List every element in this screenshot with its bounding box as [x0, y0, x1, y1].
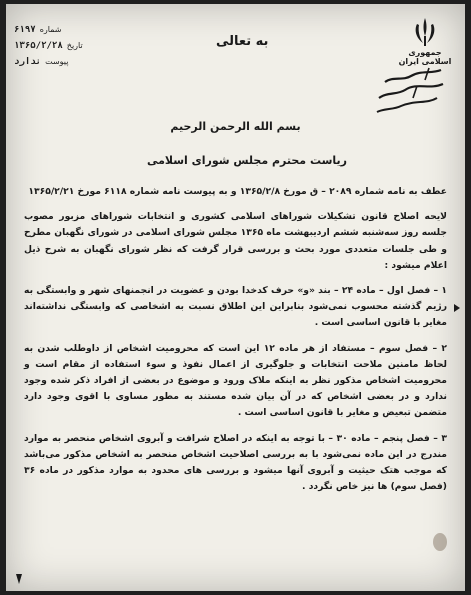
top-seal-text: به تعالی — [216, 34, 269, 49]
guardian-council-signature-logo — [371, 64, 451, 116]
meta-number-label: شماره — [39, 25, 62, 34]
meta-attachment-row — [14, 54, 134, 70]
letter-meta — [14, 22, 134, 70]
paper-stain — [433, 533, 447, 551]
recipient-line: ریاست محترم مجلس شورای اسلامی — [146, 154, 347, 167]
meta-number-value: ۶۱۹۷ — [14, 25, 36, 35]
paragraph-item-3: ۳ – فصل پنجم – ماده ۳۰ – با توجه به اینکه در اصلاح شرافت و آبروی اشخاص منحصر به موارد مندرج در این ماده نمی‌شود با به بررسی اصلاحیت اشخاص منحصر به اشخاص مذکور می‌باشد که موجب هتک حیثیت و آبروی آنها میشود و بررسی های محدود به موارد مذکور در ماده ۳۶ (فصل سوم) ها نیز خاص نگردد . — [24, 432, 447, 493]
paragraph-item-1: ۱ – فصل اول – ماده ۲۴ – بند «و» حرف کدخدا بودن و عضویت در انجمنهای شهر و وابستگی به رژیم گذشته محسوب نمی‌شود بنابراین این اطلاق نسبت به اشخاصی که وابستگی نداشته‌اند مغایر با قانون اساسی است . — [24, 285, 447, 329]
letter-body — [24, 184, 447, 504]
emblem-caption: جمهوری اسلامی ایران — [398, 48, 452, 66]
meta-date-row — [14, 38, 134, 54]
meta-number-row — [14, 22, 134, 38]
paragraph-intro: لایحه اصلاح قانون تشکیلات شوراهای اسلامی کشوری و انتخابات شوراهای مزبور مصوب جلسه روز سه‌شنبه ششم اردیبهشت ماه ۱۳۶۵ مجلس شورای اسلامی در شورای نگهبان مطرح و طی جلسات متعددی مورد بحث و بررسی قرار گرفت که نظر شورای نگهبان به شرح ذیل اعلام میشود : — [24, 211, 447, 271]
letter-paper — [6, 4, 465, 591]
bismillah-heading: بسم الله الرحمن الرحیم — [170, 120, 301, 133]
meta-date-label: تاریخ — [66, 41, 83, 50]
paragraph-item-2: ۲ – فصل سوم – مستفاد از هر ماده ۱۲ این است که محرومیت اشخاص از داوطلب شدن به لحاظ مامنین ملاحت انتخابات و جلوگیری از اعمال نفوذ و سوء استفاده از مقام است و محرومیت اشخاص مذکور نظر به اینکه ملاک ورود و موضوع در بعضی از افراد ذکر شده وجود ندارد و در بعضی اشخاص که در آن بیان شده مستند به مطور مساوی با اقوی وجود دارد متضمن تبعیض و مغایر با قانون اساسی است . — [24, 342, 447, 419]
iran-emblem-icon — [411, 16, 439, 48]
meta-attachment-value: ندارد — [14, 57, 42, 67]
meta-date-value: ۱۳۶۵/۲/۲۸ — [14, 41, 63, 51]
corner-mark-icon — [14, 571, 24, 585]
meta-attachment-label: پیوست — [45, 57, 69, 66]
paragraph-reference: عطف به نامه شماره ۲۰۸۹ – ق مورخ ۱۳۶۵/۲/۸ و به پیوست نامه شماره ۶۱۱۸ مورخ ۱۳۶۵/۲/۲۱ — [28, 186, 447, 197]
margin-mark-icon — [453, 298, 461, 308]
